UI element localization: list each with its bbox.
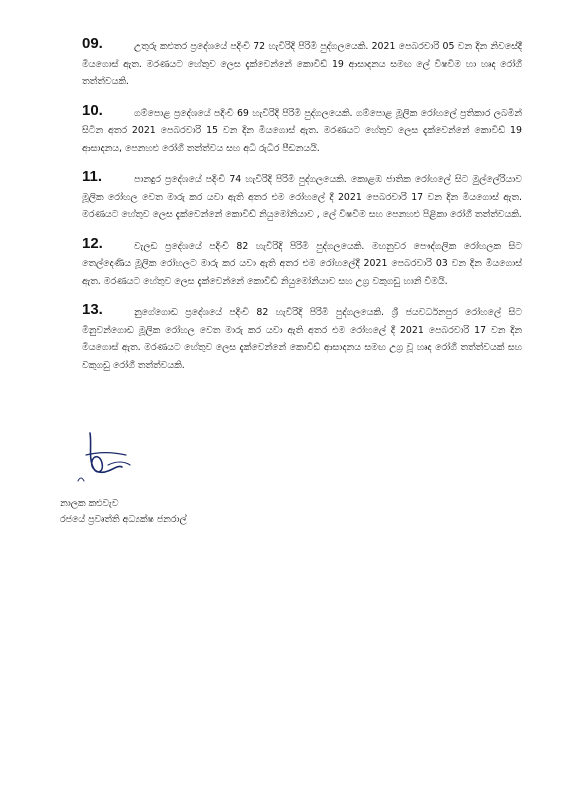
entry-10 (82, 101, 522, 158)
entry-13 (82, 301, 522, 374)
signatory-name: නාලක කළුවැව (60, 498, 119, 509)
entry-text: ගම්පොළ ප්‍රදේශයේ පදිංචි 69 හැවිරිදි පිරිමි පුද්ගලයෙකි. ගම්පොළ මූලික රෝහලේ ප්‍රතිකාර ලබමින් සිටින අතර 2021 පෙබරවාරි 15 වන දින මියගොස් ඇත. මරණයට හේතුව ලෙස දැක්වෙන්නේ කොවිඩ් 19 ආසාදනය, පෙනහළු රෝගී තත්ත්වය සහ අධි රුධිර පීඩනයයි. (82, 107, 522, 154)
entry-text: පානදුර ප්‍රදේශයේ පදිංචි 74 හැවිරිදි පිරිමි පුද්ගලයෙකි. කොළඹ ජාතික රෝහලේ සිට මුල්ලේරියාව මූලික රෝහල වෙත මාරු කර යවා ඇති අතර එම රෝහලේ දී 2021 පෙබරවාරි 17 වන දින මියගොස් ඇත. මරණයට හේතුව ලෙස දැක්වෙන්නේ කොවිඩ් නියුමෝනියාව , ලේ විෂවීම සහ පෙනහළු පිළිකා රෝගී තත්ත්වයකි. (82, 174, 522, 220)
handwritten-signature (68, 425, 158, 495)
entry-12 (82, 234, 522, 291)
entry-number: 10. (82, 101, 103, 119)
signature-block (60, 425, 260, 535)
entry-text: නුගේගොඩ ප්‍රදේශයේ පදිංචි 82 හැවිරිදි පිරිමි පුද්ගලයෙකි. ශ්‍රී ජයවර්ධනපුර රෝහලේ සිට මිනුවන්ගොඩ මූලික රෝහල වෙත මාරු කර යවා ඇති අතර එම රෝහලේ දී 2021 පෙබරවාරි 17 වන දින මියගොස් ඇත. මරණයට හේතුව ලෙස දැක්වෙන්නේ කොවිඩ් ආසාදනය සමඟ උග්‍ර වූ හෘද රෝගී තත්ත්වයක් සහ වකුගඩු රෝගී තත්ත්වයකි. (82, 307, 522, 371)
entry-number: 09. (82, 35, 103, 52)
entry-number: 13. (82, 301, 103, 318)
entry-text: උතුරු කළුතර ප්‍රදේශයේ පදිංචි 72 හැවිරිදි පිරිමි පුද්ගලයෙකි. 2021 පෙබරවාරි 05 වන දින නිවසේදී මියගොස් ඇත. මරණයට හේතුව ලෙස දැක්වෙන්නේ කොවිඩ් 19 ආසාදනය සමඟ ලේ විෂවීම හා හෘද රෝගී තත්ත්වයකි. (82, 41, 522, 87)
entry-number: 12. (82, 234, 103, 252)
signatory-title: රජයේ ප්‍රවෘත්ති අධ්‍යක්ෂ ජනරාල් (60, 514, 187, 525)
entry-text: වැලඩ ප්‍රදේශයේ පදිංචි 82 හැවිරිදි පිරිමි පුද්ගලයෙකි. මහනුවර පෞද්ගලික රෝහලක සිට තෙල්දෙණිය මූලික රෝහලට මාරු කර යවා ඇති අතර එම රෝහලේදී 2021 පෙබරවාරි 03 වන දින මියගොස් ඇත. මරණයට හේතුව ලෙස දැක්වෙන්නේ කොවිඩ් නියුමෝනියාව සහ උග්‍ර වකුගඩු හානි වීමයි. (82, 240, 522, 287)
entry-09 (82, 35, 522, 91)
entry-11 (82, 168, 522, 224)
entry-number: 11. (82, 168, 103, 185)
death-report-list (82, 35, 522, 388)
